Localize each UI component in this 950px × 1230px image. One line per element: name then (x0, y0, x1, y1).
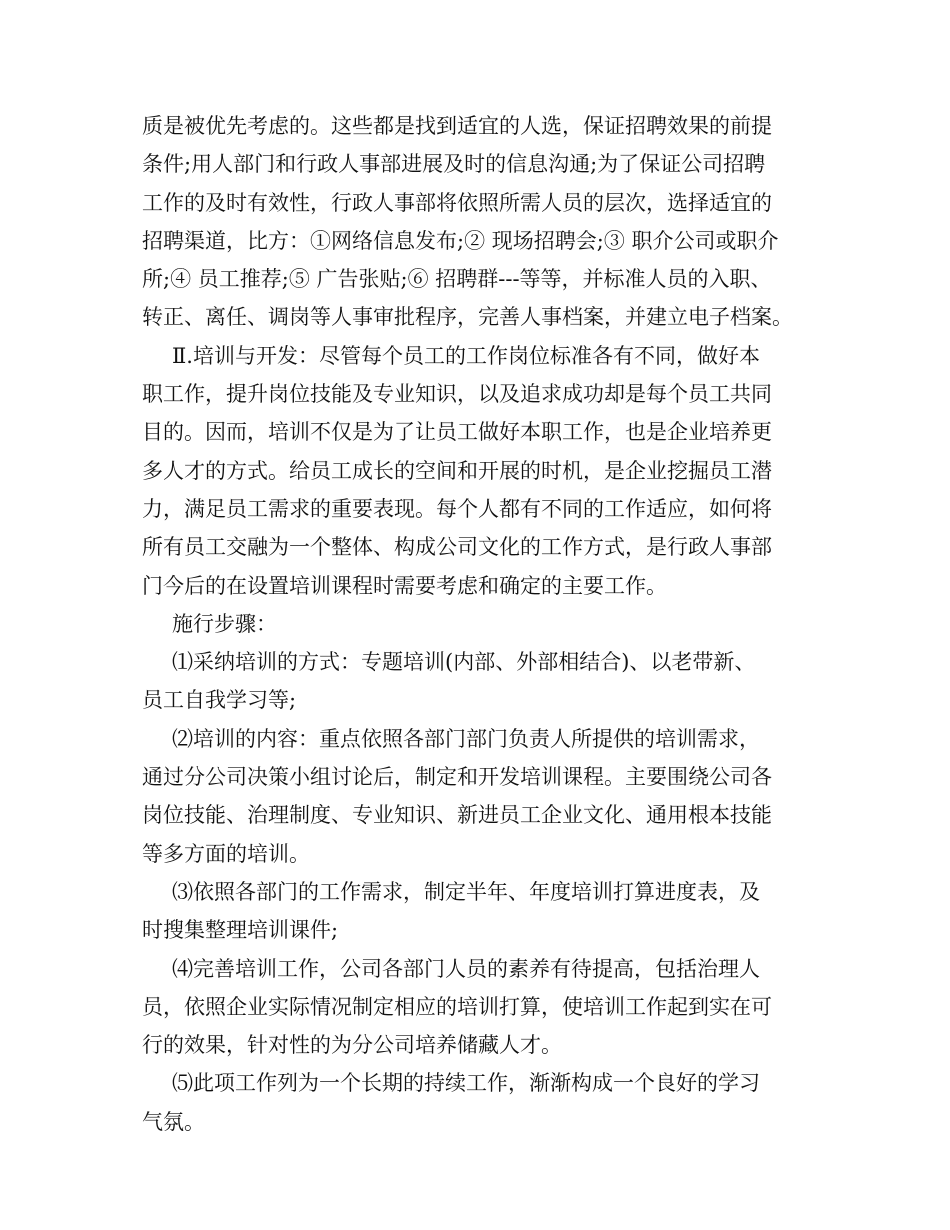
text-line: 行的效果，针对性的为分公司培养储藏人才。 (142, 1033, 562, 1058)
paragraph-start-line: Ⅱ.培训与开发：尽管每个员工的工作岗位标准各有不同，做好本 (172, 343, 760, 368)
text-line: 多人才的方式。给员工成长的空间和开展的时机，是企业挖掘员工潜 (142, 458, 772, 483)
paragraph-start-line: ⑵培训的内容：重点依照各部门部门负责人所提供的培训需求， (172, 726, 760, 751)
text-line: 质是被优先考虑的。这些都是找到适宜的人选，保证招聘效果的前提 (142, 114, 772, 138)
text-line: 所有员工交融为一个整体、构成公司文化的工作方式，是行政人事部 (142, 535, 772, 560)
text-line: 员工自我学习等; (142, 688, 297, 713)
text-line: 时搜集整理培训课件; (142, 918, 339, 943)
text-line: 招聘渠道，比方：①网络信息发布;② 现场招聘会;③ 职介公司或职介 (142, 228, 779, 253)
text-line: 所;④ 员工推荐;⑤ 广告张贴;⑥ 招聘群---等等，并标准人员的入职、 (142, 267, 772, 292)
paragraph-start-line: ⑸此项工作列为一个长期的持续工作，渐渐构成一个良好的学习 (172, 1071, 760, 1096)
text-line: 岗位技能、治理制度、专业知识、新进员工企业文化、通用根本技能 (142, 803, 772, 828)
text-line: 条件;用人部门和行政人事部进展及时的信息沟通;为了保证公司招聘 (142, 152, 766, 177)
text-line: 气氛。 (142, 1109, 205, 1134)
text-line: 职工作，提升岗位技能及专业知识，以及追求成功却是每个员工共同 (142, 382, 772, 407)
text-line: 员，依照企业实际情况制定相应的培训打算，使培训工作起到实在可 (142, 994, 772, 1019)
paragraph-start-line: ⑷完善培训工作，公司各部门人员的素养有待提高，包括治理人 (172, 956, 760, 981)
text-line: 转正、离任、调岗等人事审批程序，完善人事档案，并建立电子档案。 (142, 305, 793, 330)
document-body (142, 107, 812, 1141)
text-line: 门今后的在设置培训课程时需要考虑和确定的主要工作。 (142, 573, 667, 598)
section-heading-line: 施行步骤： (172, 611, 277, 636)
text-line: 等多方面的培训。 (142, 841, 310, 866)
paragraph-start-line: ⑴采纳培训的方式：专题培训(内部、外部相结合)、以老带新、 (172, 650, 756, 675)
paragraph-start-line: ⑶依照各部门的工作需求，制定半年、年度培训打算进度表，及 (172, 879, 760, 904)
text-line: 力，满足员工需求的重要表现。每个人都有不同的工作适应，如何将 (142, 496, 772, 521)
text-line: 通过分公司决策小组讨论后，制定和开发培训课程。主要围绕公司各 (142, 765, 772, 790)
text-line: 工作的及时有效性，行政人事部将依照所需人员的层次，选择适宜的 (142, 190, 772, 215)
text-line: 目的。因而，培训不仅是为了让员工做好本职工作，也是企业培养更 (142, 420, 772, 445)
